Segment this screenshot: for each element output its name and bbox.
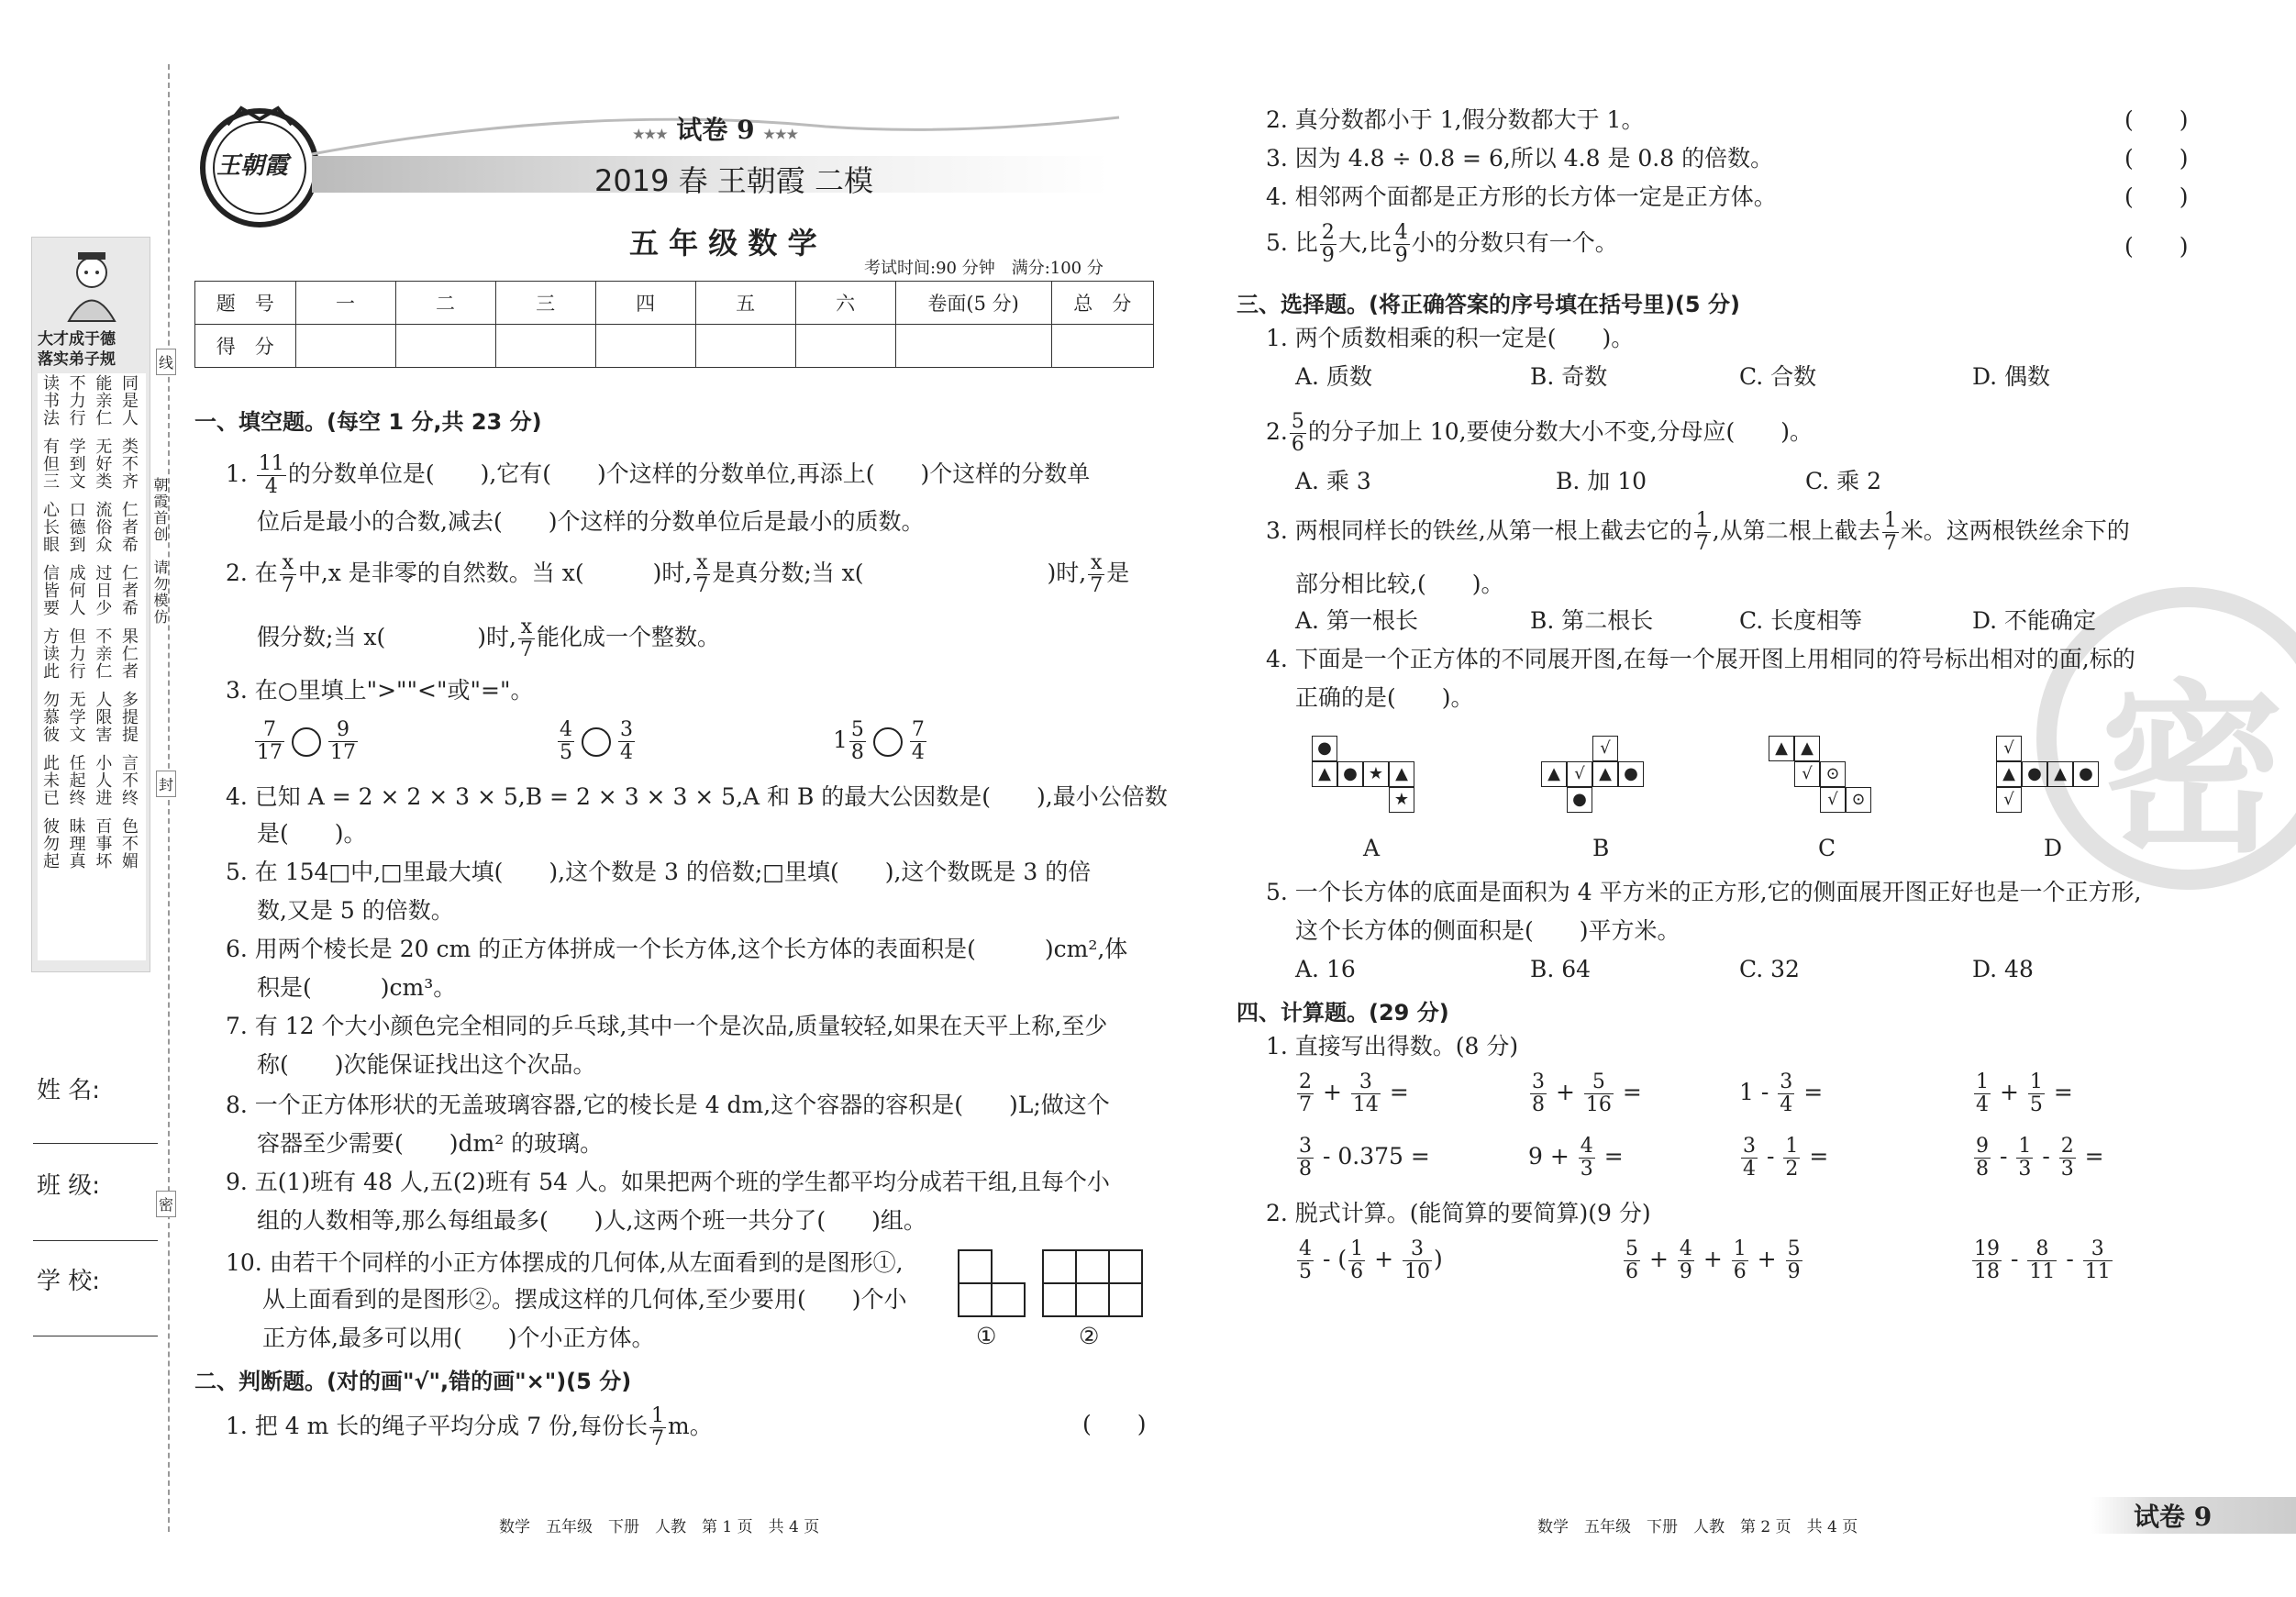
verse-column: 读书法 [40,374,60,427]
option[interactable]: B. 奇数 [1530,363,1608,390]
verse-column: 方读此 [40,627,60,680]
score-cell: 卷面(5 分) [895,282,1051,325]
verse-column: 果仁者 [118,627,139,680]
verse-column: 成何人 [66,564,86,616]
choice-q3: 3. 两根同样长的铁丝,从第一根上截去它的 $\frac{1}{7}$ ,从第二根上截去 $\frac{1}{7}$ 米。这两根铁丝余下的 [1266,509,2130,555]
net-label-c: C [1818,835,1836,861]
scholar-icon [50,243,133,326]
q6-line1: 6. 用两个棱长是 20 cm 的正方体拼成一个长方体,这个长方体的表面积是( )cm²,体 [226,936,1128,962]
exam-title: 2019 春 王朝霞 二模 [594,163,873,198]
verse-column: 多提提 [118,691,139,743]
score-table [194,281,1154,368]
verse-column: 仁者希 [118,564,139,616]
q-text: 假分数;当 x( )时, [257,624,516,650]
verse-grid [39,374,139,881]
calc-expr-2: $\frac{5}{6}$ + $\frac{4}{9}$ + $\frac{1}{6}$ + $\frac{5}{9}$ [1625,1237,1801,1283]
net-label-b: B [1592,835,1610,861]
verse-column: 但力行 [66,627,86,680]
option[interactable]: A. 质数 [1295,363,1372,390]
verse-group [39,438,139,490]
calc-item: $\frac{3}{8}$ + $\frac{5}{16}$ = [1532,1070,1642,1116]
q10-line1: 10. 由若干个同样的小正方体摆成的几何体,从左面看到的是图形①, [226,1249,904,1276]
class-field[interactable] [33,1240,158,1241]
q8-line2: 容器至少需要( )dm² 的玻璃。 [257,1130,604,1157]
footer-left: 数学 五年级 下册 人教 第 1 页 共 4 页 [499,1518,820,1536]
choice-q5-line2: 这个长方体的侧面积是( )平方米。 [1295,917,1680,944]
stars-right: ★★★ [763,128,799,142]
option[interactable]: D. 48 [1972,956,2034,982]
answer-paren[interactable]: ( ) [2124,106,2189,133]
verse-group [39,754,139,806]
verse-column: 言不终 [118,754,139,806]
calc-q1: 1. 直接写出得数。(8 分) [1266,1033,1519,1059]
net-b[interactable]: √ ▲ √ ▲ ● ● [1541,736,1669,827]
choice-q3-line2: 部分相比较,( )。 [1295,571,1504,597]
choice-q2: 2. $\frac{5}{6}$ 的分子加上 10,要使分数大小不变,分母应( )。 [1266,410,1814,456]
judge-q5: 5. 比 $\frac{2}{9}$ 大,比 $\frac{4}{9}$ 小的分数只有一个。 [1266,221,1618,267]
seal-mark-1: 线 [156,349,176,375]
q10-line2: 从上面看到的是图形②。摆成这样的几何体,至少要用( )个小 [262,1286,907,1313]
subject-title: 五 年 级 数 学 [629,226,817,261]
q1-line2: 位后是最小的合数,减去( )个这样的分数单位后是最小的质数。 [257,508,925,535]
verse-column: 同是人 [118,374,139,427]
score-cell: 六 [795,282,895,325]
score-input[interactable] [1051,325,1154,368]
option[interactable]: C. 合数 [1739,363,1817,390]
footer-right: 数学 五年级 下册 人教 第 2 页 共 4 页 [1537,1518,1858,1536]
option[interactable]: A. 第一根长 [1295,607,1418,634]
option[interactable]: D. 不能确定 [1972,607,2097,634]
seal-mark-2: 封 [156,771,176,797]
verse-group [39,817,139,870]
calc-item: 9 + $\frac{4}{3}$ = [1528,1135,1624,1181]
verse-column: 彼勿起 [40,817,60,870]
calc-item: $\frac{1}{4}$ + $\frac{1}{5}$ = [1976,1070,2073,1116]
fraction: $\frac{11}{4}$ [258,452,284,498]
watermark-text: 密 [2101,662,2285,878]
verse-column: 仁者希 [118,501,139,553]
score-input[interactable] [695,325,795,368]
q4-line1: 4. 已知 A = 2 × 2 × 3 × 5,B = 2 × 3 × 3 × 5,A 和 B 的最大公因数是( ),最小公倍数 [226,783,1168,810]
option[interactable]: A. 16 [1295,956,1356,982]
exam-info: 考试时间:90 分钟 满分:100 分 [864,259,1104,278]
verse-column: 类不齐 [118,438,139,490]
fraction: $\frac{x}{7}$ [281,551,294,597]
fraction: $\frac{x}{7}$ [1090,551,1104,597]
score-cell: 得 分 [195,325,296,368]
verse-column: 能亲仁 [93,374,113,427]
compare-circle[interactable] [873,727,903,757]
option[interactable]: D. 偶数 [1972,363,2051,390]
choice-q4-line2: 正确的是( )。 [1295,684,1474,711]
q-text: 的分数单位是( ),它有( )个这样的分数单位,再添上( )个这样的分数单 [287,460,1091,487]
calc-expr-3: $\frac{19}{18}$ - $\frac{8}{11}$ - $\frac{3}{11}$ [1974,1237,2111,1283]
q10-figure-2 [1042,1249,1145,1319]
judge-q2: 2. 真分数都小于 1,假分数都大于 1。 [1266,106,1645,133]
score-cell: 三 [495,282,595,325]
score-input[interactable] [895,325,1051,368]
score-cell: 二 [395,282,495,325]
q9-line1: 9. 五(1)班有 48 人,五(2)班有 54 人。如果把两个班的学生都平均分成若干组,且每个小 [226,1169,1110,1195]
verse-group [39,691,139,743]
q3-text: 3. 在○里填上">""<"或"="。 [226,677,534,704]
q10-line3: 正方体,最多可以用( )个小正方体。 [262,1325,655,1351]
q4-line2: 是( )。 [257,820,367,847]
verse-column: 流俗众 [93,501,113,553]
score-input[interactable] [595,325,695,368]
q7-line2: 称( )次能保证找出这个次品。 [257,1051,596,1078]
net-a[interactable]: ● ▲ ● ★ ▲ ★ [1312,736,1440,827]
verse-column: 不力行 [66,374,86,427]
verse-column: 色不媚 [118,817,139,870]
score-input[interactable] [395,325,495,368]
seal-mark-3: 密 [156,1191,176,1217]
school-label: 学 校: [37,1268,101,1295]
choice-q5: 5. 一个长方体的底面是面积为 4 平方米的正方形,它的侧面展开图正好也是一个正方形, [1266,879,2142,905]
verse-column: 心长眼 [40,501,60,553]
score-cell: 题 号 [195,282,296,325]
option[interactable]: A. 乘 3 [1295,468,1371,494]
verse-column: 百事坏 [93,817,113,870]
answer-paren[interactable]: ( ) [2124,233,2189,260]
judge-q4: 4. 相邻两个面都是正方形的长方体一定是正方体。 [1266,183,1777,210]
option[interactable]: C. 乘 2 [1805,468,1881,494]
score-cell: 四 [595,282,695,325]
q3-item-2: $\frac{4}{5}$ $\frac{3}{4}$ [560,718,633,764]
figure-1-label: ① [976,1323,997,1349]
q3-item-3: 1 $\frac{5}{8}$ $\frac{7}{4}$ [833,718,925,764]
calc-expr-1: $\frac{4}{5}$ - ( $\frac{1}{6}$ + $\frac{3}{10}$ ) [1299,1237,1443,1283]
figure-2-label: ② [1079,1323,1100,1349]
q5-line1: 5. 在 154□中,□里最大填( ),这个数是 3 的倍数;□里填( ),这个数既是 3 的倍 [226,859,1092,885]
q-text: 是 [1106,560,1130,586]
score-input[interactable] [495,325,595,368]
q7-line1: 7. 有 12 个大小颜色完全相同的乒乓球,其中一个是次品,质量较轻,如果在天平上称,至少 [226,1013,1108,1039]
verse-group [39,374,139,427]
verse-group [39,564,139,616]
section-3-title: 三、选择题。(将正确答案的序号填在括号里)(5 分) [1237,292,1740,317]
fraction: $\frac{x}{7}$ [695,551,709,597]
slogan-2: 落实弟子规 [38,350,116,369]
verse-column: 小人进 [93,754,113,806]
stars-left: ★★★ [633,128,668,142]
verse-column: 此未已 [40,754,60,806]
q2-line1 [226,552,1129,597]
logo-text: 王朝霞 [216,152,289,180]
option[interactable]: C. 长度相等 [1739,607,1863,634]
section-2-title: 二、判断题。(对的画"√",错的画"×")(5 分) [194,1369,632,1394]
verse-column: 不亲仁 [93,627,113,680]
verse-column: 人限害 [93,691,113,743]
calc-q2: 2. 脱式计算。(能简算的要简算)(9 分) [1266,1200,1651,1226]
score-row-header [195,282,1154,325]
binding-dashed-line [168,64,170,1532]
score-input[interactable] [795,325,895,368]
q8-line1: 8. 一个正方体形状的无盖玻璃容器,它的棱长是 4 dm,这个容器的容积是( )L;做这个 [226,1092,1110,1118]
judge-q3: 3. 因为 4.8 ÷ 0.8 = 6,所以 4.8 是 0.8 的倍数。 [1266,145,1774,172]
judge-q1: 1. 把 4 m 长的绳子平均分成 7 份,每份长 $\frac{1}{7}$ m。 [226,1404,713,1450]
score-cell: 一 [295,282,395,325]
net-c[interactable]: ▲ ▲ √ ⊙ √ ⊙ [1769,736,1897,827]
choice-q1: 1. 两个质数相乘的积一定是( )。 [1266,325,1635,351]
q3-item-1: $\frac{7}{17}$ $\frac{9}{17}$ [257,718,356,764]
q-text: 能化成一个整数。 [536,624,720,650]
net-label-d: D [2044,835,2063,861]
option[interactable]: B. 第二根长 [1530,607,1654,634]
q-text: 2. 在 [226,560,278,586]
score-row-scores [195,325,1154,368]
calc-item: $\frac{9}{8}$ - $\frac{1}{3}$ - $\frac{2}{3}$ = [1976,1135,2104,1181]
answer-paren[interactable]: ( ) [2124,183,2189,210]
name-field[interactable] [33,1143,158,1144]
calc-item: $\frac{3}{4}$ - $\frac{1}{2}$ = [1743,1135,1829,1181]
q10-figure-1 [958,1249,1027,1319]
q1-line1 [226,453,1090,498]
verse-column: 学到文 [66,438,86,490]
option[interactable]: B. 加 10 [1556,468,1647,494]
calc-item: 1 - $\frac{3}{4}$ = [1739,1070,1824,1116]
slogan-1: 大才成于德 [38,330,116,349]
verse-column: 无学文 [66,691,86,743]
verse-group [39,501,139,553]
section-1-title: 一、填空题。(每空 1 分,共 23 分) [194,409,542,435]
name-label: 姓 名: [37,1077,101,1104]
class-label: 班 级: [37,1172,101,1200]
answer-paren[interactable]: ( ) [2124,145,2189,172]
verse-column: 过日少 [93,564,113,616]
verse-column: 任起终 [66,754,86,806]
q9-line2: 组的人数相等,那么每组最多( )人,这两个班一共分了( )组。 [257,1207,926,1234]
verse-column: 无好类 [93,438,113,490]
verse-group [39,627,139,680]
q5-line2: 数,又是 5 的倍数。 [257,897,454,924]
q-text: 中,x 是非零的自然数。当 x( )时, [297,560,693,586]
compare-circle[interactable] [292,727,321,757]
verse-column: 勿慕彼 [40,691,60,743]
paper-number-text: 试卷 9 [676,115,755,145]
paper-number [633,110,798,147]
q-number: 1. [226,460,248,487]
seal-text: 朝霞首创 请勿模仿 [151,477,169,626]
score-cell: 总 分 [1051,282,1154,325]
answer-paren[interactable]: ( ) [1082,1411,1147,1437]
section-4-title: 四、计算题。(29 分) [1237,1000,1449,1026]
fraction: $\frac{x}{7}$ [519,616,533,661]
calc-item: $\frac{2}{7}$ + $\frac{3}{14}$ = [1299,1070,1409,1116]
verse-column: 有但三 [40,438,60,490]
choice-q4: 4. 下面是一个正方体的不同展开图,在每一个展开图上用相同的符号标出相对的面,标的 [1266,646,2135,672]
score-cell: 五 [695,282,795,325]
calc-item: $\frac{3}{8}$ - 0.375 = [1299,1135,1430,1181]
option[interactable]: B. 64 [1530,956,1592,982]
option[interactable]: C. 32 [1739,956,1800,982]
net-label-a: A [1363,835,1381,861]
q-text: 是真分数;当 x( )时, [712,560,1087,586]
compare-circle[interactable] [582,727,611,757]
verse-column: 昧理真 [66,817,86,870]
net-d[interactable]: √ ▲ ● ▲ ● √ [1996,736,2124,827]
verse-column: 信皆要 [40,564,60,616]
q6-line2: 积是( )cm³。 [257,974,457,1001]
footer-badge: 试卷 9 [2134,1502,2213,1532]
fraction: $\frac{1}{7}$ [651,1404,664,1450]
verse-column: 口德到 [66,501,86,553]
score-input[interactable] [295,325,395,368]
q2-line2 [257,616,720,661]
